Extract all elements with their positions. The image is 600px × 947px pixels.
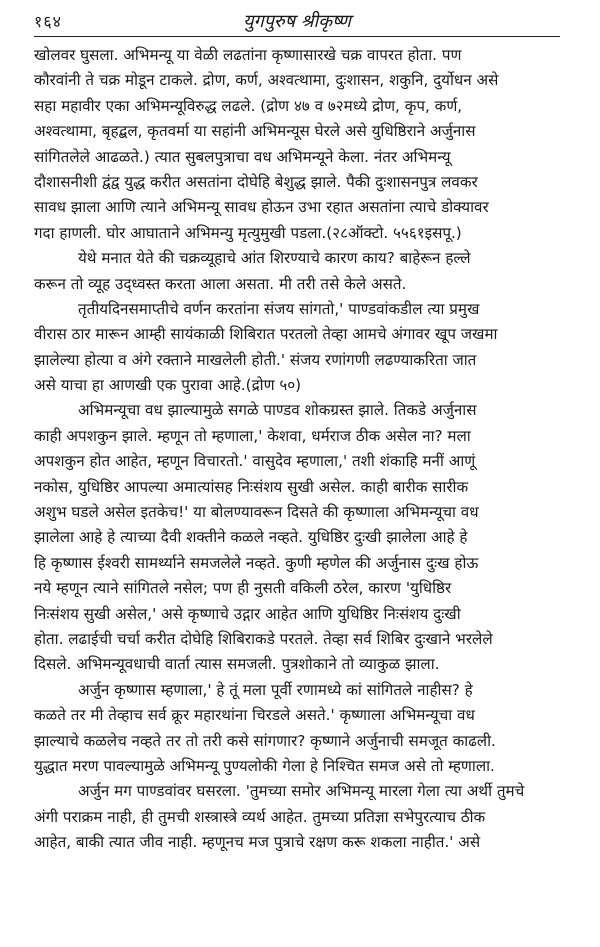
text-line: युद्धात मरण पावल्यामुळे अभिमन्यू पुण्यलोकी गेला हे निश्चित समज असे तो म्हणाला. xyxy=(34,756,495,775)
text-line: करून तो व्यूह उद्ध्वस्त करता आला असता. मी तरी तसे केले असते. xyxy=(34,274,407,293)
text-line: हि कृष्णास ईश्वरी सामर्थ्याने समजलेले नव्हते. कुणी म्हणेल की अर्जुनास दुःख होऊ xyxy=(34,553,479,572)
text-line: वीरास ठार मारून आम्ही सायंकाळी शिबिरात परतलो तेव्हा आमचे अंगावर खूप जखमा xyxy=(34,325,498,344)
paragraph-start-line: अर्जुन मग पाण्डवांवर घसरला. 'तुमच्या समोर अभिमन्यू मारला गेला त्या अर्थी तुमचे xyxy=(78,782,525,801)
text-line: अशुभ घडले असेल इतकेच!' या बोलण्यावरून दिसते की कृष्णाला अभिमन्यूचा वध xyxy=(34,503,479,522)
paragraph-start-line: अभिमन्यूचा वध झाल्यामुळे सगळे पाण्डव शोकग्रस्त झाले. तिकडे अर्जुनास xyxy=(78,401,477,420)
body-text xyxy=(34,43,560,856)
text-line: झालेला आहे हे त्याच्या दैवी शक्तीने कळले नव्हते. युधिष्ठिर दुःखी झालेला आहे हे xyxy=(34,528,468,547)
text-line: सांगितलेले आढळते.) त्यात सुबलपुत्राचा वध अभिमन्यूने केला. नंतर अभिमन्यू xyxy=(34,147,451,166)
text-line: अंगी पराक्रम नाही, ही तुमची शस्त्रास्त्रे व्यर्थ आहेत. तुमच्या प्रतिज्ञा सभेपुरत्याच ठीक xyxy=(34,807,486,826)
text-line: अश्वत्थामा, बृहद्बल, कृतवर्मा या सहांनी अभिमन्यूस घेरले असे युधिष्ठिराने अर्जुनास xyxy=(34,122,476,141)
text-line: आहेत, बाकी त्यात जीव नाही. म्हणूनच मज पुत्राचे रक्षण करू शकला नाहीत.' असे xyxy=(34,833,481,852)
text-line: असे याचा हा आणखी एक पुरावा आहे.(द्रोण ५०) xyxy=(34,376,302,395)
text-line: अपशकुन होत आहेत, म्हणून विचारतो.' वासुदेव म्हणाला,' तशी शंकाहि मनीं आणूं xyxy=(34,452,476,471)
text-line: खोलवर घुसला. अभिमन्यू या वेळी लढतांना कृष्णासारखे चक्र वापरत होता. पण xyxy=(34,46,462,64)
paragraph-start-line: तृतीयदिनसमाप्तीचे वर्णन करतांना संजय सांगतो,' पाण्डवांकडील त्या प्रमुख xyxy=(78,299,480,318)
text-line: काही अपशकुन झाले. म्हणून तो म्हणाला,' केशवा, धर्मराज ठीक असेल ना? मला xyxy=(34,426,471,445)
book-title-header: युगपुरुष श्रीकृष्ण xyxy=(243,11,351,32)
text-line: झालेल्या होत्या व अंगे रक्ताने माखलेली होती.' संजय रणांगणी लढण्याकरिता जात xyxy=(34,350,477,369)
text-line: दिसले. अभिमन्यूवधाची वार्ता त्यास समजली. पुत्रशोकाने तो व्याकुळ झाला. xyxy=(34,655,440,674)
running-head xyxy=(34,8,560,37)
text-line: सावध झाला आणि त्याने अभिमन्यू सावध होऊन उभा रहात असतांना त्याचे डोक्यावर xyxy=(34,198,489,217)
text-line: कळते तर मी तेव्हाच सर्व क्रूर महारथांना चिरडले असते.' कृष्णाला अभिमन्यूचा वध xyxy=(34,706,475,725)
text-line: निःसंशय सुखी असेल,' असे कृष्णाचे उद्गार आहेत आणि युधिष्ठिर निःसंशय दुःखी xyxy=(34,604,461,623)
text-line: कौरवांनी ते चक्र मोडून टाकले. द्रोण, कर्ण, अश्वत्थामा, दुःशासन, शकुनि, दुर्योधन असे xyxy=(34,71,499,90)
paragraph-start-line: अर्जुन कृष्णास म्हणाला,' हे तूं मला पूर्वी रणामध्ये कां सांगितले नाहीस? हे xyxy=(78,680,473,699)
text-line: नकोस, युधिष्ठिर आपल्या अमात्यांसह निःसंशय सुखी असेल. काही बारीक सारीक xyxy=(34,477,469,496)
page-number: १६४ xyxy=(34,12,62,31)
text-line: गदा हाणली. घोर आघाताने अभिमन्यु मृत्युमुखी पडला.(२८ऑक्टो. ५५६१इसपू.) xyxy=(34,223,462,242)
text-line: होता. लढाईची चर्चा करीत दोघेहि शिबिराकडे परतले. तेव्हा सर्व शिबिर दुःखाने भरलेले xyxy=(34,629,493,648)
text-line: नये म्हणून त्याने सांगितले नसेल; पण ही नुसती वकिली ठरेल, कारण 'युधिष्ठिर xyxy=(34,579,452,598)
text-line: दौशासनीशी द्वंद्व युद्ध करीत असतांना दोघेहि बेशुद्ध झाले. पैकी दुःशासनपुत्र लवकर xyxy=(34,172,478,191)
text-line: सहा महावीर एका अभिमन्यूविरुद्ध लढले. (द्रोण ४७ व ७२मध्ये द्रोण, कृप, कर्ण, xyxy=(34,96,463,115)
text-line: झाल्याचे कळलेच नव्हते तर तो तरी कसे सांगणार? कृष्णाने अर्जुनाची समजूत काढली. xyxy=(34,731,496,750)
paragraph-start-line: येथे मनात येते की चक्रव्यूहाचे आंत शिरण्याचे कारण काय? बाहेरून हल्ले xyxy=(78,249,471,268)
